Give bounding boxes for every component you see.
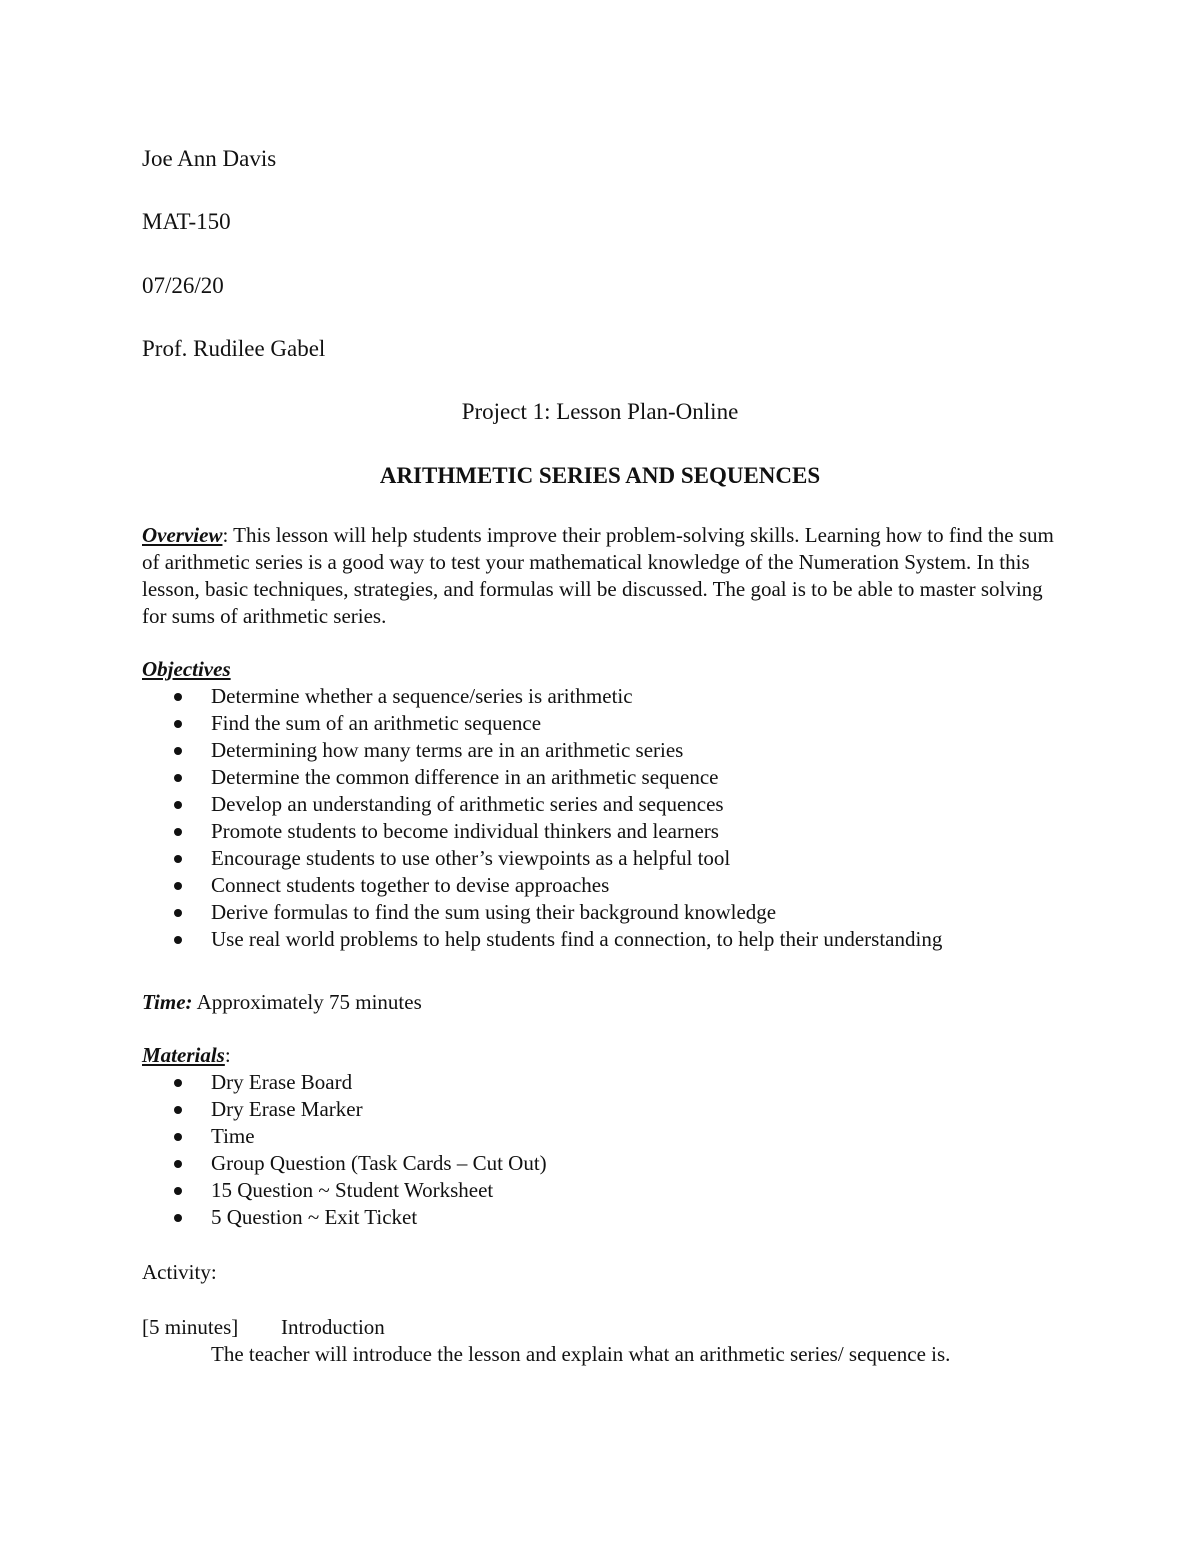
list-item-text: Find the sum of an arithmetic sequence — [211, 711, 542, 735]
list-item-text: Time — [211, 1124, 255, 1148]
list-item — [142, 764, 1102, 791]
objectives-section — [142, 656, 1102, 953]
materials-colon: : — [224, 1043, 231, 1067]
list-item-text: Derive formulas to find the sum using their background knowledge — [211, 900, 777, 924]
list-item — [142, 737, 1102, 764]
materials-section — [142, 1042, 1102, 1231]
list-item — [142, 899, 1102, 926]
list-item — [142, 1123, 1102, 1150]
list-item — [142, 1096, 1102, 1123]
bullet-icon — [174, 1214, 182, 1222]
list-item — [142, 818, 1102, 845]
list-item-text: Dry Erase Board — [211, 1070, 353, 1094]
list-item — [142, 710, 1102, 737]
list-item-text: Develop an understanding of arithmetic series and sequences — [211, 792, 724, 816]
bullet-icon — [174, 774, 182, 782]
activity-duration: [5 minutes] — [142, 1315, 239, 1339]
list-item-text: Use real world problems to help students find a connection, to help their understanding — [211, 927, 943, 951]
list-item-text: Dry Erase Marker — [211, 1097, 363, 1121]
bullet-icon — [174, 693, 182, 701]
materials-list — [142, 1069, 1102, 1231]
list-item — [142, 1069, 1102, 1096]
time-label: Time: — [142, 990, 193, 1014]
list-item-text: Group Question (Task Cards – Cut Out) — [211, 1151, 547, 1175]
project-title: Project 1: Lesson Plan-Online — [461, 399, 739, 424]
activity-title: Introduction — [281, 1315, 385, 1339]
list-item — [142, 1177, 1102, 1204]
author-name: Joe Ann Davis — [142, 146, 277, 171]
list-item — [142, 845, 1102, 872]
bullet-icon — [174, 1187, 182, 1195]
bullet-icon — [174, 1106, 182, 1114]
activity-row — [142, 1314, 385, 1341]
time-line — [142, 989, 1102, 1016]
bullet-icon — [174, 882, 182, 890]
activity-description: The teacher will introduce the lesson and explain what an arithmetic series/ sequence is. — [211, 1342, 951, 1366]
list-item-text: Encourage students to use other’s viewpoints as a helpful tool — [211, 846, 731, 870]
bullet-icon — [174, 1079, 182, 1087]
bullet-icon — [174, 1160, 182, 1168]
document-date: 07/26/20 — [142, 273, 224, 298]
list-item-text: Determine the common difference in an arithmetic sequence — [211, 765, 719, 789]
list-item — [142, 872, 1102, 899]
objectives-list — [142, 683, 1102, 953]
time-value: Approximately 75 minutes — [192, 990, 422, 1014]
list-item — [142, 683, 1102, 710]
objectives-heading: Objectives — [142, 657, 231, 681]
bullet-icon — [174, 855, 182, 863]
materials-heading: Materials — [142, 1043, 225, 1067]
list-item — [142, 1150, 1102, 1177]
list-item-text: Determine whether a sequence/series is arithmetic — [211, 684, 633, 708]
list-item-text: Promote students to become individual thinkers and learners — [211, 819, 719, 843]
bullet-icon — [174, 1133, 182, 1141]
bullet-icon — [174, 720, 182, 728]
bullet-icon — [174, 936, 182, 944]
professor-name: Prof. Rudilee Gabel — [142, 336, 326, 361]
list-item-text: Connect students together to devise approaches — [211, 873, 610, 897]
course-code: MAT-150 — [142, 209, 231, 234]
list-item-text: 15 Question ~ Student Worksheet — [211, 1178, 494, 1202]
list-item — [142, 791, 1102, 818]
list-item — [142, 926, 1102, 953]
overview-paragraph — [142, 522, 1062, 630]
list-item-text: Determining how many terms are in an arithmetic series — [211, 738, 684, 762]
overview-text: This lesson will help students improve their problem-solving skills. Learning how to find the sum of arithmetic series is a good way to test your mathematical knowledge of the Numeration System. In this lesson, basic techniques, strategies, and formulas will be discussed. The goal is to be able to master solving for sums of arithmetic series. — [142, 523, 1054, 628]
bullet-icon — [174, 747, 182, 755]
overview-colon: : — [222, 523, 229, 547]
list-item — [142, 1204, 1102, 1231]
bullet-icon — [174, 801, 182, 809]
topic-title: ARITHMETIC SERIES AND SEQUENCES — [379, 463, 821, 488]
list-item-text: 5 Question ~ Exit Ticket — [211, 1205, 418, 1229]
bullet-icon — [174, 909, 182, 917]
overview-label: Overview — [142, 523, 223, 547]
activity-heading: Activity: — [142, 1260, 217, 1284]
bullet-icon — [174, 828, 182, 836]
